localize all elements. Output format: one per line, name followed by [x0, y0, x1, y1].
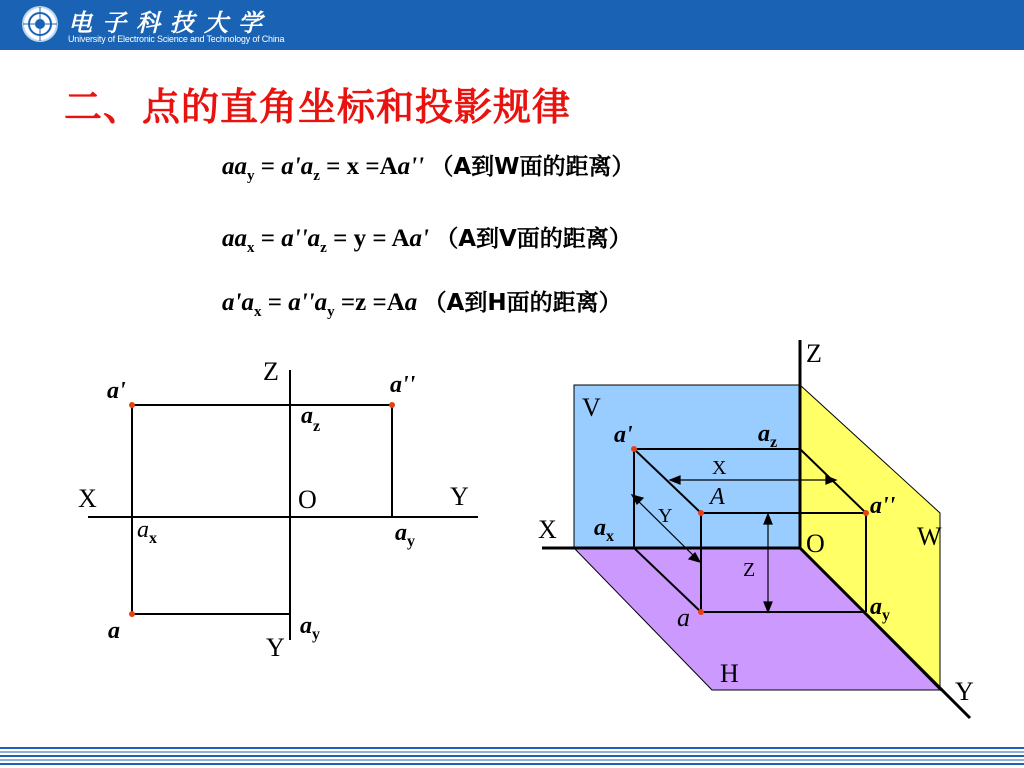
dim-label-x: X — [712, 457, 727, 479]
right-label-w: W — [917, 522, 942, 551]
formula-mid-sub: z — [313, 168, 320, 184]
ax-var: a — [594, 515, 606, 541]
ay-var: a — [300, 613, 312, 639]
left-label-a-prime: a' — [107, 378, 126, 404]
right-label-h: H — [720, 659, 739, 688]
formula-lhs: aa — [222, 225, 247, 252]
ax-sub: x — [149, 530, 157, 547]
right-label-a-double: a'' — [870, 493, 896, 519]
formula-lhs: aa — [222, 153, 247, 180]
formula-rhs: a — [404, 289, 418, 316]
right-3d-diagram — [538, 339, 974, 718]
dim-label-z: Z — [743, 559, 756, 581]
ay-sub: y — [882, 607, 890, 624]
left-label-y-bottom: Y — [266, 633, 285, 662]
formula-lhs-sub: y — [247, 168, 255, 184]
formula-note: （A到W面的距离） — [430, 154, 635, 180]
right-label-a-prime: a' — [614, 422, 633, 448]
formula-eq: = — [260, 153, 275, 180]
point-a-prime — [129, 402, 135, 408]
left-label-ax — [137, 517, 157, 547]
left-label-ay-right — [395, 520, 415, 550]
left-label-origin: O — [298, 485, 317, 514]
point-A — [698, 510, 704, 516]
formula-lhs-sub: x — [253, 304, 262, 320]
formula-eq2: = y = A — [333, 225, 410, 252]
left-projection-diagram — [78, 357, 478, 662]
point-a — [129, 611, 135, 617]
university-name-en: University of Electronic Science and Technology of China — [68, 34, 285, 44]
ay-sub: y — [407, 533, 415, 550]
page-title: 二、点的直角坐标和投影规律 — [64, 85, 572, 129]
formula-note: （A到H面的距离） — [423, 290, 622, 316]
left-label-y-right: Y — [450, 482, 469, 511]
ax-var: a — [137, 517, 149, 543]
formula-eq: = — [267, 289, 282, 316]
point-a-double — [389, 402, 395, 408]
ay-var: a — [395, 520, 407, 546]
point-a — [698, 609, 704, 615]
formula-lhs-sub: x — [247, 240, 255, 256]
left-label-a: a — [108, 618, 120, 644]
left-label-az — [301, 403, 320, 435]
formula-mid: a'a — [281, 153, 314, 180]
formula-lhs: a'a — [222, 289, 254, 316]
right-label-origin: O — [806, 529, 825, 558]
formula-rhs: a' — [409, 225, 429, 252]
az-var: a — [758, 421, 770, 447]
left-label-x: X — [78, 484, 97, 513]
right-label-a: a — [677, 603, 690, 632]
dim-label-y: Y — [658, 505, 673, 527]
formula-eq2: = x =A — [326, 153, 398, 180]
formula-rhs: a'' — [397, 153, 425, 180]
formula-mid-sub: z — [320, 240, 327, 256]
formula-eq: = — [260, 225, 275, 252]
right-label-z: Z — [806, 339, 822, 368]
ay-var: a — [870, 594, 882, 620]
right-label-y: Y — [955, 677, 974, 706]
formula-note: （A到V面的距离） — [435, 226, 632, 252]
formula-mid: a''a — [281, 225, 321, 252]
az-var: a — [301, 403, 313, 429]
right-label-A: A — [710, 484, 725, 510]
footer-divider — [0, 738, 1024, 768]
formula-mid-sub: y — [327, 304, 335, 320]
formula-eq2: =z =A — [340, 289, 405, 316]
left-label-ay-bottom — [300, 613, 320, 643]
az-sub: z — [313, 418, 321, 435]
ay-sub: y — [312, 626, 320, 643]
left-label-a-double: a'' — [390, 372, 416, 398]
right-label-x: X — [538, 515, 557, 544]
point-a-double — [863, 510, 869, 516]
ax-sub: x — [606, 528, 614, 545]
formula-mid: a''a — [288, 289, 328, 316]
left-label-z: Z — [263, 357, 279, 386]
university-name-cn: 电子科技大学 — [68, 8, 272, 37]
az-sub: z — [770, 434, 778, 451]
right-label-v: V — [582, 393, 601, 422]
